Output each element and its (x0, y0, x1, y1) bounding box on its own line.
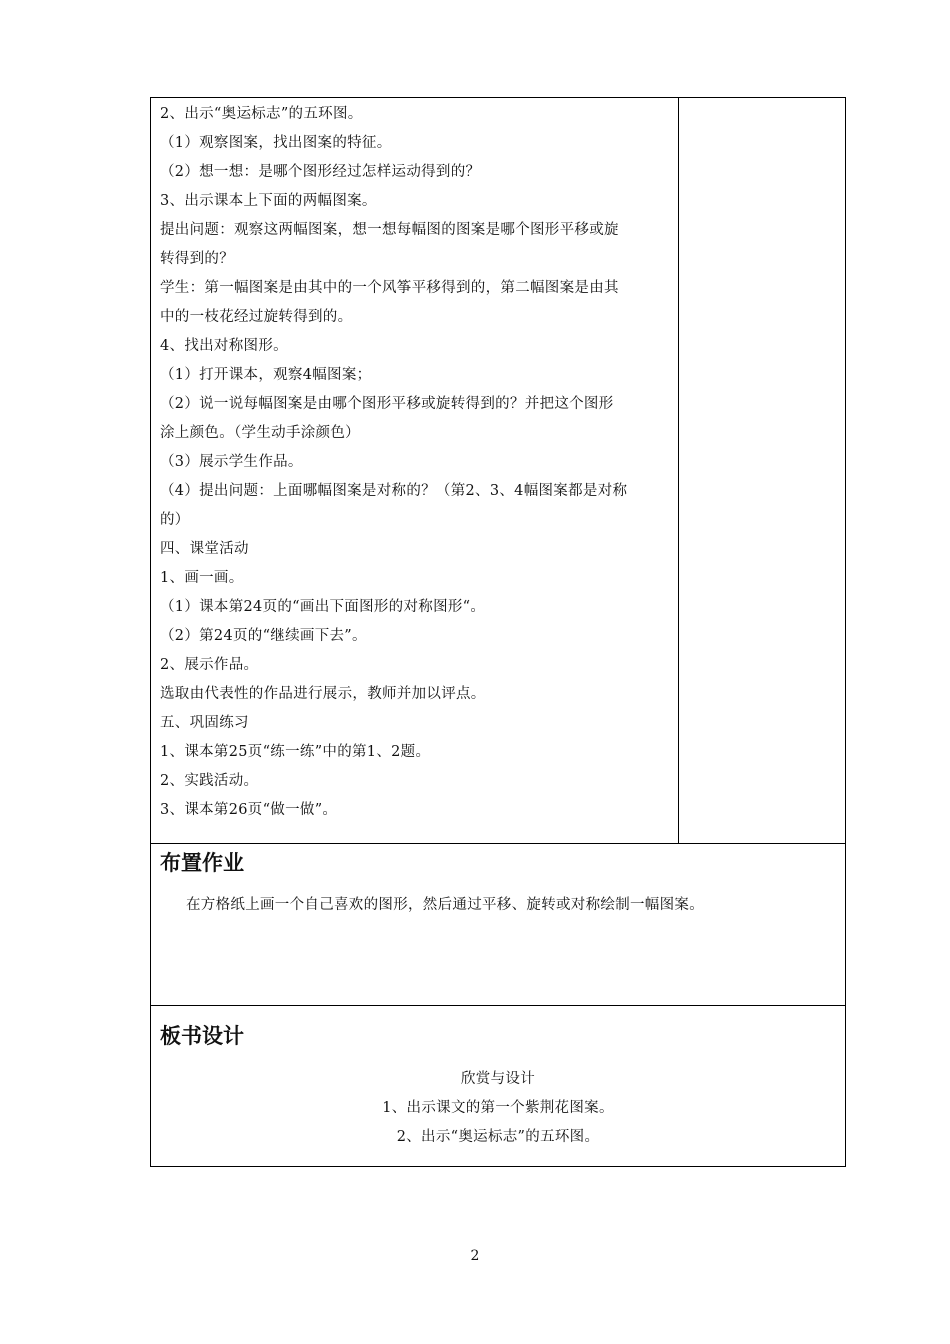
text-line: 2、实践活动。 (160, 773, 259, 789)
board-line-1: 1、出示课文的第一个紫荆花图案。 (382, 1100, 614, 1116)
text-line: 中的一枝花经过旋转得到的。 (160, 309, 353, 325)
text-line: 2、出示“奥运标志”的五环图。 (160, 106, 363, 122)
homework-text: 在方格纸上画一个自己喜欢的图形，然后通过平移、旋转或对称绘制一幅图案。 (186, 897, 704, 913)
text-line: 四、课堂活动 (160, 541, 249, 557)
text-line: 2、展示作品。 (160, 657, 259, 673)
text-line: （2）想一想：是哪个图形经过怎样运动得到的？ (160, 164, 481, 180)
text-line: 选取由代表性的作品进行展示，教师并加以评点。 (160, 686, 486, 702)
text-line: 五、巩固练习 (160, 715, 249, 731)
column-divider (678, 97, 679, 844)
board-design-heading: 板书设计 (160, 1024, 244, 1048)
teaching-process-text (160, 100, 675, 825)
row-divider-homework (150, 843, 846, 844)
text-line: （2）第24页的“继续画下去”。 (160, 628, 367, 644)
text-line: 提出问题：观察这两幅图案，想一想每幅图的图案是哪个图形平移或旋 (160, 222, 619, 238)
text-line: 1、课本第25页“练一练”中的第1、2题。 (160, 744, 431, 760)
board-title-line: 欣赏与设计 (461, 1071, 535, 1087)
text-line: 学生：第一幅图案是由其中的一个风筝平移得到的，第二幅图案是由其 (160, 280, 619, 296)
page-number: 2 (470, 1248, 480, 1264)
text-line: 转得到的？ (160, 251, 234, 267)
text-line: （1）观察图案，找出图案的特征。 (160, 135, 392, 151)
text-line: （4）提出问题：上面哪幅图案是对称的？（第2、3、4幅图案都是对称 (160, 483, 628, 499)
text-line: （1）打开课本，观察4幅图案； (160, 367, 372, 383)
board-line-2: 2、出示“奥运标志”的五环图。 (396, 1129, 600, 1145)
text-line: （2）说一说每幅图案是由哪个图形平移或旋转得到的？并把这个图形 (160, 396, 614, 412)
text-line: 3、出示课本上下面的两幅图案。 (160, 193, 377, 209)
text-line: 3、课本第26页“做一做”。 (160, 802, 338, 818)
text-line: 的） (160, 512, 190, 528)
text-line: 涂上颜色。（学生动手涂颜色） (160, 425, 360, 441)
text-line: 1、画一画。 (160, 570, 244, 586)
homework-heading: 布置作业 (160, 851, 244, 875)
text-line: （3）展示学生作品。 (160, 454, 303, 470)
text-line: （1）课本第24页的“画出下面图形的对称图形“。 (160, 599, 486, 615)
text-line: 4、找出对称图形。 (160, 338, 288, 354)
row-divider-board (150, 1005, 846, 1006)
